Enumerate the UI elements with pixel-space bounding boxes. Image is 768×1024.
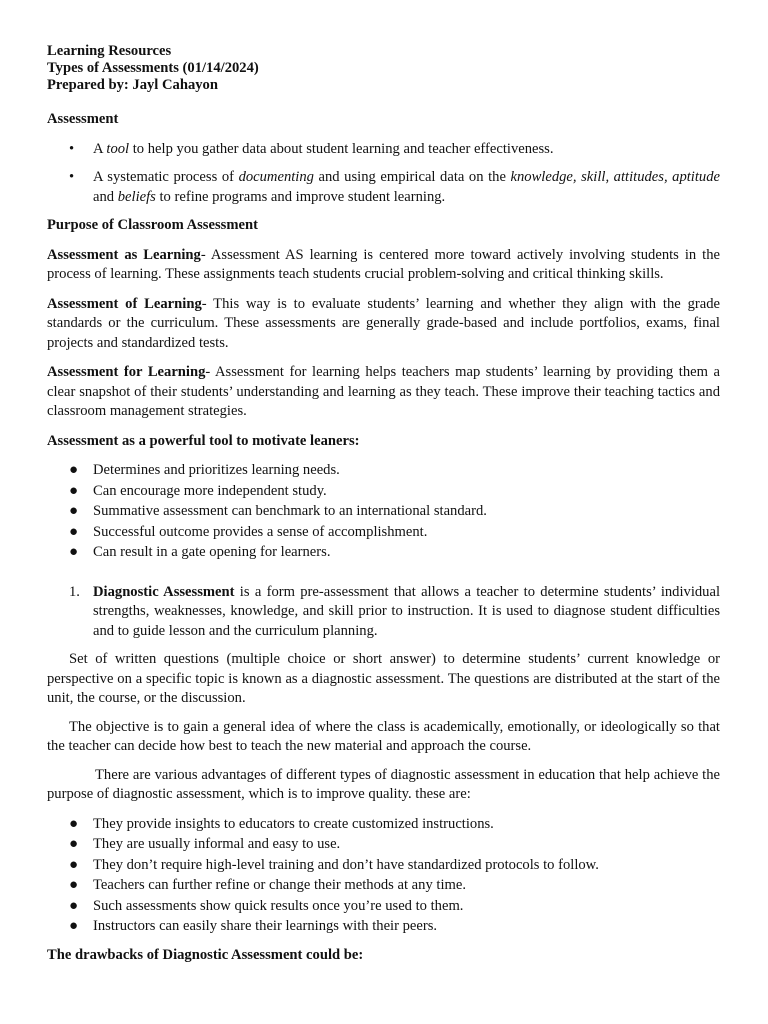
bullet-icon: ● <box>69 918 79 934</box>
bullet-icon: ● <box>69 897 79 914</box>
bullet-icon: ● <box>69 503 79 519</box>
list-item: ● They provide insights to educators to create customized instructions. <box>47 814 720 835</box>
purpose-heading: Purpose of Classroom Assessment <box>47 217 258 233</box>
diagnostic-paragraph-2: The objective is to gain a general idea of where the class is academically, emotionally, or ideologically so that the teacher can decide how best to teach the new material and approach the course. <box>47 718 720 754</box>
list-item: ● Can result in a gate opening for learners. <box>47 542 720 563</box>
advantages-list <box>47 814 720 937</box>
tool-term: tool <box>106 140 130 157</box>
bullet-icon: • <box>69 140 75 157</box>
header-subtitle: Types of Assessments (01/14/2024) <box>47 60 259 76</box>
list-item: ● Such assessments show quick results once you’re used to them. <box>47 896 720 917</box>
assessment-definition-list <box>47 140 720 208</box>
assessment-as-learning-paragraph: Assessment as Learning- Assessment AS learning is centered more toward actively involving students in the process of learning. These assignments teach students crucial problem-solving and critical thinking skills. <box>47 246 720 282</box>
list-item: ● They are usually informal and easy to use. <box>47 834 720 855</box>
bullet-icon: ● <box>69 815 79 832</box>
bullet-icon: ● <box>69 836 79 852</box>
bullet-icon: ● <box>69 544 79 560</box>
bullet-icon: ● <box>69 523 79 540</box>
bullet-icon: ● <box>69 877 79 893</box>
bullet-icon: ● <box>69 856 79 873</box>
bullet-icon: ● <box>69 462 79 478</box>
list-item: ● Successful outcome provides a sense of accomplishment. <box>47 522 720 543</box>
list-item: ● Instructors can easily share their learnings with their peers. <box>47 916 720 937</box>
assessment-for-learning-paragraph: Assessment for Learning- Assessment for learning helps teachers map students’ learning by providing them a clear snapshot of their students’ understanding and learning as they teach. These improve their teaching tactics and classroom management strategies. <box>47 364 720 419</box>
assessment-heading: Assessment <box>47 111 119 127</box>
bullet-icon: ● <box>69 482 79 499</box>
list-item: • A tool to help you gather data about student learning and teacher effectiveness. <box>47 140 720 160</box>
list-item: ● Determines and prioritizes learning needs. <box>47 460 720 481</box>
assessment-of-learning-paragraph: Assessment of Learning- This way is to evaluate students’ learning and whether they align with the grade standards or the curriculum. These assessments are generally grade-based and include portfolios, exams, final projects and standardized tests. <box>47 295 720 351</box>
header-author: Prepared by: Jayl Cahayon <box>47 77 218 93</box>
list-item: ● They don’t require high-level training and don’t have standardized protocols to follow. <box>47 855 720 876</box>
list-item: • A systematic process of documenting and using empirical data on the knowledge, skill, attitudes, aptitude and beliefs to refine programs and improve student learning. <box>69 169 720 205</box>
document-content <box>47 43 720 965</box>
header-title: Learning Resources <box>47 43 172 59</box>
list-item: ● Teachers can further refine or change their methods at any time. <box>47 875 720 896</box>
bullet-icon: • <box>69 169 75 185</box>
document-header <box>47 43 720 94</box>
assessment-types-list <box>47 583 720 642</box>
list-item: ● Can encourage more independent study. <box>47 481 720 502</box>
list-number: 1. <box>69 583 80 600</box>
motivate-list <box>47 460 720 563</box>
diagnostic-paragraph-3: There are various advantages of different types of diagnostic assessment in education that help achieve the purpose of diagnostic assessment, which is to improve quality. these are: <box>47 766 720 802</box>
list-item: 1. Diagnostic Assessment is a form pre-assessment that allows a teacher to determine students’ individual strengths, weaknesses, knowledge, and skill prior to instruction. It is used to diagnose student difficulties and to guide lesson and the curriculum planning. <box>69 583 721 639</box>
list-item: ● Summative assessment can benchmark to an international standard. <box>47 501 720 522</box>
diagnostic-paragraph-1: Set of written questions (multiple choice or short answer) to determine students’ current knowledge or perspective on a specific topic is known as a diagnostic assessment. The questions are distributed at the start of the unit, the course, or the discussion. <box>47 651 720 706</box>
motivate-heading: Assessment as a powerful tool to motivate leaners: <box>47 432 360 449</box>
drawbacks-heading: The drawbacks of Diagnostic Assessment could be: <box>47 946 364 963</box>
